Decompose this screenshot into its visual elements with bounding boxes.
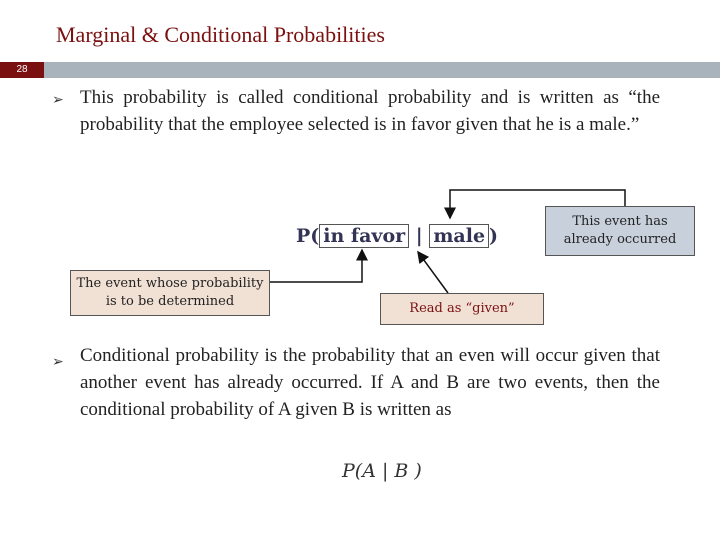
formula-event: in favor: [319, 224, 409, 248]
bullet-arrow-icon: ➢: [52, 354, 64, 370]
callout-occurred: This event has already occurred: [545, 206, 695, 256]
formula-bar: |: [415, 225, 423, 247]
formula-given: male: [429, 224, 489, 248]
formula-open: P(: [296, 225, 320, 247]
formula-close: ): [489, 225, 499, 247]
notation-formula: P(A | B ): [342, 460, 422, 482]
bullet-arrow-icon: ➢: [52, 92, 64, 108]
slide-title: Marginal & Conditional Probabilities: [56, 22, 385, 47]
callout-event: The event whose probability is to be determined: [70, 270, 270, 316]
event-arrow: [270, 250, 362, 282]
callout-given: Read as “given”: [380, 293, 544, 325]
bullet-text-2: Conditional probability is the probability that an even will occur given that another event has already occurred. If A and B are two events, then the conditional probability of A given B is written as: [80, 345, 660, 420]
conditional-formula: [296, 224, 498, 248]
slide-number: 28: [0, 62, 44, 78]
bullet-text-1: This probability is called conditional probability and is written as “the probability that the employee selected is in favor given that he is a male.”: [80, 87, 660, 135]
given-arrow: [418, 252, 448, 293]
